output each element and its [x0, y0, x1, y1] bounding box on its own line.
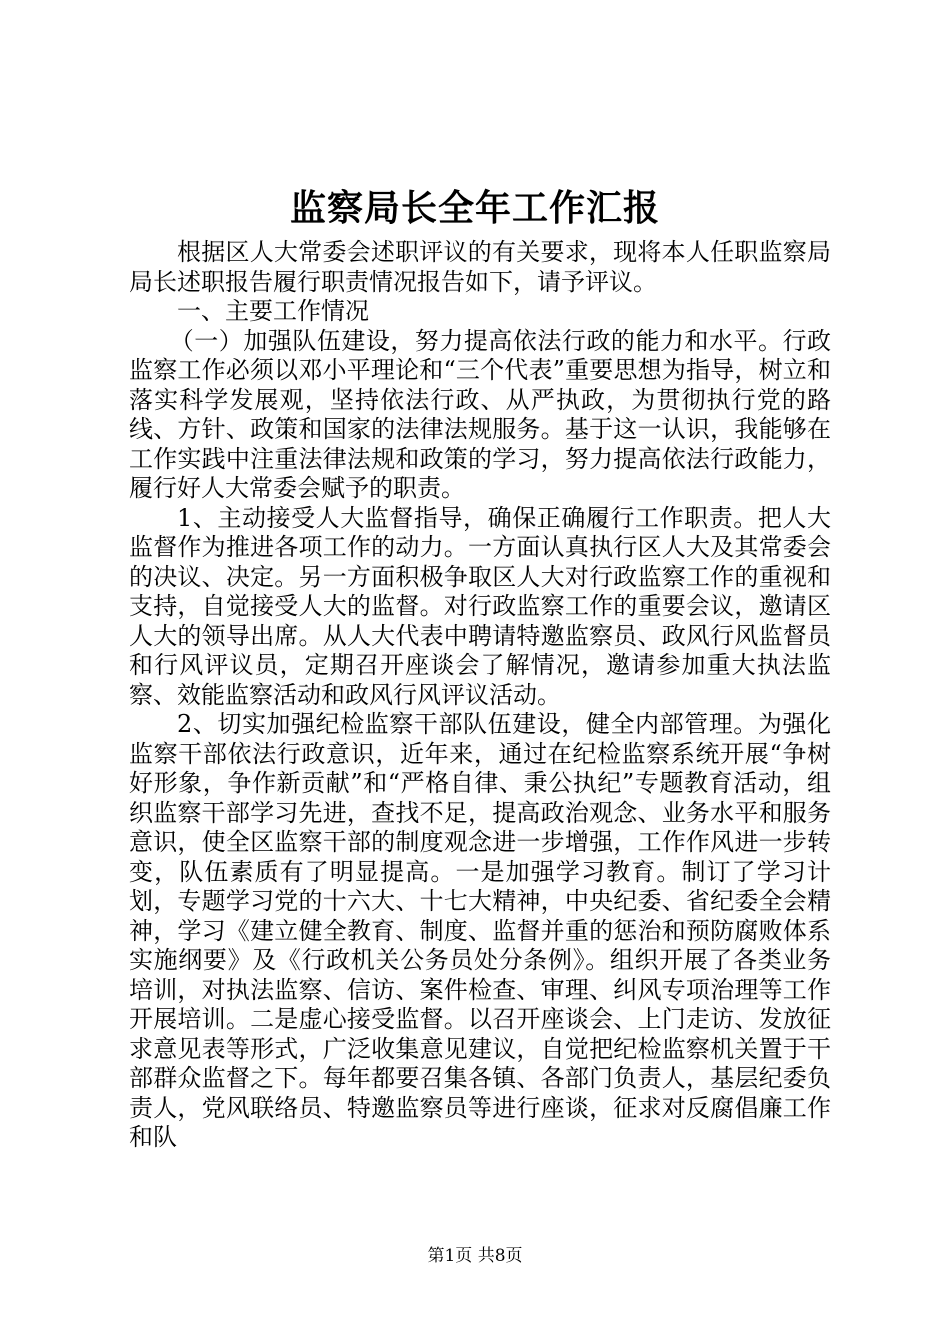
intro-paragraph: 根据区人大常委会述职评议的有关要求，现将本人任职监察局局长述职报告履行职责情况报告如下，请予评议。: [129, 238, 831, 296]
subsection-paragraph: （一）加强队伍建设，努力提高依法行政的能力和水平。行政监察工作必须以邓小平理论和“三个代表”重要思想为指导，树立和落实科学发展观，坚持依法行政、从严执政，为贯彻执行党的路线、方针、政策和国家的法律法规服务。基于这一认识，我能够在工作实践中注重法律法规和政策的学习，努力提高依法行政能力，履行好人大常委会赋予的职责。: [129, 326, 831, 502]
document-title: 监察局长全年工作汇报: [289, 187, 660, 229]
body-paragraph: 1、主动接受人大监督指导，确保正确履行工作职责。把人大监督作为推进各项工作的动力。一方面认真执行区人大及其常委会的决议、决定。另一方面积极争取区人大对行政监察工作的重视和支持，自觉接受人大的监督。对行政监察工作的重要会议，邀请区人大的领导出席。从人大代表中聘请特邀监察员、政风行风监督员和行风评议员，定期召开座谈会了解情况，邀请参加重大执法监察、效能监察活动和政风行风评议活动。: [129, 503, 831, 709]
body-paragraph: 2、切实加强纪检监察干部队伍建设，健全内部管理。为强化监察干部依法行政意识，近年来，通过在纪检监察系统开展“争树好形象，争作新贡献”和“严格自律、秉公执纪”专题教育活动，组织监察干部学习先进，查找不足，提高政治观念、业务水平和服务意识，使全区监察干部的制度观念进一步增强，工作作风进一步转变，队伍素质有了明显提高。一是加强学习教育。制订了学习计划，专题学习党的十六大、十七大精神，中央纪委、省纪委全会精神，学习《建立健全教育、制度、监督并重的惩治和预防腐败体系实施纲要》及《行政机关公务员处分条例》。组织开展了各类业务培训，对执法监察、信访、案件检查、审理、纠风专项治理等工作开展培训。二是虚心接受监督。以召开座谈会、上门走访、发放征求意见表等形式，广泛收集意见建议，自觉把纪检监察机关置于干部群众监督之下。每年都要召集各镇、各部门负责人，基层纪委负责人，党风联络员、特邀监察员等进行座谈，征求对反腐倡廉工作和队: [129, 710, 831, 1151]
document-body: [129, 238, 831, 1153]
page-number: 第1页 共8页: [427, 1246, 523, 1266]
section-heading: 一、主要工作情况: [177, 297, 369, 325]
